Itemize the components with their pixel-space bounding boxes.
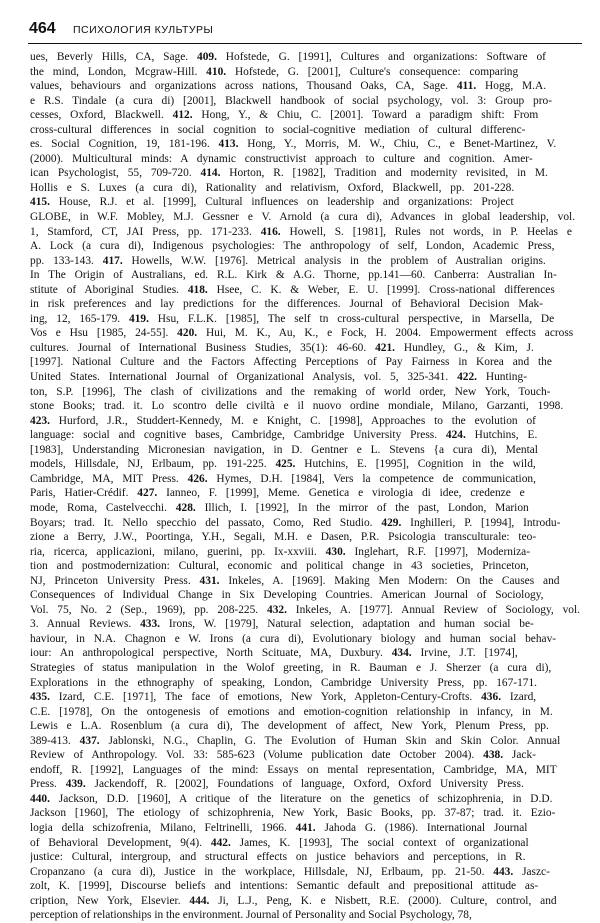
- bibliography-line: Vol. 75, No. 2 (Sep., 1969), pp. 208-225. 432. Inkeles, A. [1977]. Annual Review of Sociology, vol.: [30, 603, 581, 616]
- bibliography-line: (2000). Multicultural minds: A dynamic constructivist approach to culture and cognition. Amer-: [30, 152, 533, 165]
- bibliography-line: Hollis e S. Luxes (a cura di), Rationality and relativism, Oxford, Blackwell, pp. 201-228.: [30, 181, 515, 194]
- bibliography-line: models, Hillsdale, NJ, Erlbaum, pp. 191-225. 425. Hutchins, E. [1995], Cognition in the wild,: [30, 458, 536, 471]
- entry-number: 413.: [218, 138, 239, 151]
- bibliography-line: Cambridge, MA, MIT Press. 426. Hymes, D.H. [1984], Vers la competence de communication,: [30, 472, 536, 485]
- bibliography-line: endoff, R. [1992], Languages of the mind: Essays on mental representation, Cambridge, MA, MIT: [30, 763, 557, 776]
- bibliography-line: cultures. Journal of International Business Studies, 35(1): 46-60. 421. Hundley, G., & Kim, J.: [30, 341, 534, 354]
- entry-number: 435.: [30, 691, 50, 704]
- entry-number: 415.: [30, 196, 50, 209]
- entry-number: 431.: [199, 574, 220, 587]
- entry-number: 423.: [30, 414, 50, 427]
- entry-number: 419.: [129, 312, 149, 325]
- bibliography-line: ton, S.P. [1996], The clash of civilizations and the remaking of world order, New York, Touch-: [30, 385, 551, 398]
- entry-number: 436.: [481, 691, 502, 704]
- bibliography-line: cesses, Oxford, Blackwell. 412. Hong, Y., & Chiu, C. [2001]. Toward a paradigm shift: From: [30, 109, 539, 122]
- bibliography-line: cription, New York, Elsevier. 444. Ji, L.J., Peng, K. e Nisbett, R.E. (2000). Culture, control, and: [30, 894, 557, 907]
- bibliography-line: the mind, London, Mcgraw-Hill. 410. Hofstede, G. [2001], Culture's consequence: comparing: [30, 65, 519, 78]
- bibliography-line: Consequences of Individual Change in Six Developing Countries. American Journal of Sociology,: [30, 589, 544, 602]
- entry-number: 433.: [140, 618, 161, 631]
- bibliography-line: 3. Annual Reviews. 433. Irons, W. [1979], Natural selection, adaptation and human social be-: [30, 618, 534, 631]
- entry-number: 444.: [189, 894, 210, 907]
- entry-number: 430.: [325, 545, 346, 558]
- bibliography-line: A. Lock (a cura di), Indigenous psychologies: The anthropology of self, London, Academic Press,: [30, 240, 555, 253]
- bibliography-line: Explorations in the ethnography of speaking, London, Cambridge University Press, pp. 167-171.: [30, 676, 538, 689]
- bibliography-line: Strategies of status manipulation in the Wolof greeting, in R. Bauman e J. Sherzer (a cura di),: [30, 661, 552, 674]
- bibliography-line: Vos e Hsu [1985, 24-55]. 420. Hui, M. K., Au, K., e Fock, H. 2004. Empowerment effects across: [30, 327, 574, 340]
- entry-number: 421.: [375, 341, 395, 354]
- bibliography-line: logia della schizofrenia, Milano, Feltrinelli, 1966. 441. Jahoda G. (1986). International Journal: [30, 821, 528, 834]
- bibliography-line: NJ, Princeton University Press. 431. Inkeles, A. [1969]. Making Men Modern: On the Causes and: [30, 574, 560, 587]
- bibliography-line: ican Psychologist, 55, 709-720. 414. Horton, R. [1982], Tradition and modernity revisited, in M.: [30, 167, 548, 180]
- entry-number: 411.: [456, 80, 477, 93]
- bibliography-line: Jackson [1960], The etiology of schizophrenia, New York, Basic Books, pp. 37-87; trad. it. Ezio-: [30, 807, 556, 820]
- bibliography-line: [1983], Understanding Micronesian navigation, in D. Gentner e L. Stevens {a cura di), Mental: [30, 443, 538, 456]
- entry-number: 416.: [260, 225, 281, 238]
- bibliography-text: [30, 50, 584, 923]
- bibliography-line: zolt, K. [1999], Discourse beliefs and intentions: Semantic default and prepositional attitude as-: [30, 880, 539, 893]
- entry-number: 443.: [493, 865, 514, 878]
- bibliography-line: iour: An anthropological perspective, North Scituate, MA, Duxbury. 434. Irvine, J.T. [1974],: [30, 647, 518, 660]
- bibliography-line: ing, 12, 165-179. 419. Hsu, F.L.K. [1985], The self tn cross-cultural perspective, in Marsella, De: [30, 312, 555, 325]
- bibliography-line: perception of relationships in the environment. Journal of Personality and Social Psychology, 78,: [30, 909, 472, 922]
- entry-number: 418.: [187, 283, 208, 296]
- entry-number: 432.: [267, 603, 287, 616]
- bibliography-line: in risk preferences and lay predictions for the differences. Journal of Behavioral Decision Mak-: [30, 298, 544, 311]
- bibliography-line: ria, ricerca, applicazioni, milano, guerini, pp. Ix-xxviii. 430. Inglehart, R.F. [1997], Moderniza-: [30, 545, 531, 558]
- bibliography-line: 1, Stamford, CT, JAI Press, pp. 171-233. 416. Howell, S. [1981], Rules not words, in P. Heelas e: [30, 225, 572, 238]
- bibliography-line: Cropanzano (a cura di), Justice in the workplace, Hillsdale, NJ, Erlbaum, pp. 21-50. 443. Jaszc-: [30, 865, 550, 878]
- bibliography-line: 435. Izard, C.E. [1971], The face of emotions, New York, Appleton-Century-Crofts. 436. Izard,: [30, 691, 537, 704]
- bibliography-line: of Behavioral Development, 9(4). 442. James, K. [1993], The social context of organizational: [30, 836, 529, 849]
- entry-number: 426.: [187, 472, 208, 485]
- bibliography-line: es. Social Cognition, 19, 181-196. 413. Hong, Y., Morris, M. W., Chiu, C., e Benet-Martinez, V.: [30, 138, 557, 151]
- bibliography-line: 389-413. 437. Jablonski, N.G., Chaplin, G. The Evolution of Human Skin and Skin Color. Annual: [30, 734, 561, 747]
- bibliography-line: e R.S. Tindale (a cura di) [2001], Blackwell handbook of social psychology, vol. 3: Group pro-: [30, 94, 553, 107]
- entry-number: 440.: [30, 792, 50, 805]
- bibliography-line: 423. Hurford, J.R., Studdert-Kennedy, M. e Knight, C. [1998], Approaches to the evolution of: [30, 414, 536, 427]
- running-title: ПСИХОЛОГИЯ КУЛЬТУРЫ: [73, 24, 214, 36]
- bibliography-line: 415. House, R.J. et al. [1999], Cultural influences on leadership and organizations: Project: [30, 196, 514, 209]
- entry-number: 437.: [79, 734, 100, 747]
- bibliography-line: stone Books; trad. it. Lo scontro delle civiltà e il nuovo ordine mondiale, Milano, Garzanti, 1998.: [30, 400, 564, 413]
- bibliography-line: Lewis e L.A. Rosenblum (a cura di), The development of affect, New York, Plenum Press, pp.: [30, 720, 549, 733]
- entry-number: 442.: [210, 836, 231, 849]
- bibliography-line: haviour, in N.A. Chagnon e W. Irons (a cura di), Evolutionary biology and human social behav-: [30, 632, 557, 645]
- entry-number: 434.: [391, 647, 412, 660]
- entry-number: 417.: [102, 254, 123, 267]
- page-header: [28, 19, 582, 44]
- entry-number: 439.: [65, 778, 86, 791]
- entry-number: 409.: [197, 51, 217, 63]
- bibliography-line: C.E. [1978], On the ontogenesis of emotions and emotion-cognition relationship in infancy, in M.: [30, 705, 553, 718]
- bibliography-line: language: social and cognitive bases, Cambridge, Cambridge University Press. 424. Hutchins, E.: [30, 429, 538, 442]
- bibliography-line: mode, Roma, Castelvecchi. 428. Illich, I. [1992], In the mirror of the past, London, Marion: [30, 501, 529, 514]
- bibliography-line: values, behaviours and organizations across nations, Thousand Oaks, CA, Sage. 411. Hogg, M.A.: [30, 80, 547, 93]
- bibliography-line: 440. Jackson, D.D. [1960], A critique of the literature on the genetics of schizophrenia, in D.D.: [30, 792, 553, 805]
- entry-number: 427.: [137, 487, 158, 500]
- bibliography-line: United States. International Journal of Organizational Analysis, vol. 5, 325-341. 422. Hunting-: [30, 371, 527, 384]
- entry-number: 420.: [177, 327, 198, 340]
- entry-number: 438.: [483, 749, 504, 762]
- bibliography-line: Press. 439. Jackendoff, R. [2002], Foundations of language, Oxford, Oxford University Press.: [30, 778, 524, 791]
- bibliography-line: Boyars; trad. It. Nello specchio del passato, Como, Red Studio. 429. Inghilleri, P. [1994], Introdu-: [30, 516, 561, 529]
- entry-number: 410.: [206, 65, 227, 78]
- bibliography-line: pp. 133-143. 417. Howells, W.W. [1976]. Metrical analysis in the problem of Australian origins.: [30, 254, 546, 267]
- bibliography-line: zione a Berry, J.W., Poortinga, Y.H., Segali, M.H. e Dasen, P.R. Psicologia transculturale: teo-: [30, 531, 537, 544]
- entry-number: 425.: [275, 458, 296, 471]
- bibliography-line: [1997]. National Culture and the Factors Affecting Perceptions of Pay Fairness in Korea and the: [30, 356, 552, 369]
- entry-number: 412.: [172, 109, 193, 122]
- entry-number: 429.: [381, 516, 402, 529]
- bibliography-line: ues, Beverly Hills, CA, Sage. 409. Hofstede, G. [1991], Cultures and organizations: Software of: [30, 51, 546, 63]
- entry-number: 422.: [457, 371, 478, 384]
- bibliography-line: In The Origin of Australians, ed. R.L. Kirk & A.G. Thorne, pp.141—60. Canberra: Australian In-: [30, 269, 557, 282]
- page-number: 464: [29, 20, 56, 37]
- entry-number: 428.: [175, 501, 196, 514]
- bibliography-line: justice: Cultural, intergroup, and structural effects on justice behaviors and perceptions, in R.: [30, 851, 526, 864]
- bibliography-line: Paris, Hatier-Crédif. 427. Ianneo, F. [1999], Meme. Genetica e virologia di idee, credenze e: [30, 487, 525, 500]
- bibliography-line: cross-cultural differences in social cognition to social-cognitive mediation of cultural differenc-: [30, 123, 526, 136]
- bibliography-line: stitute of Aboriginal Studies. 418. Hsee, C. K. & Weber, E. U. [1999]. Cross-national differences: [30, 283, 555, 296]
- bibliography-line: tion and postmodernization: Cultural, economic and political change in 43 societies, Princeton,: [30, 560, 529, 573]
- entry-number: 424.: [445, 429, 466, 442]
- entry-number: 441.: [295, 821, 316, 834]
- bibliography-line: Review of Anthropology. Vol. 33: 585-623 (Volume publication date October 2004). 438. Jack-: [30, 749, 536, 762]
- entry-number: 414.: [200, 167, 221, 180]
- bibliography-line: GLOBE, in W.F. Mobley, M.J. Gessner e V. Arnold (a cura di), Advances in global leadership, vol.: [30, 211, 576, 224]
